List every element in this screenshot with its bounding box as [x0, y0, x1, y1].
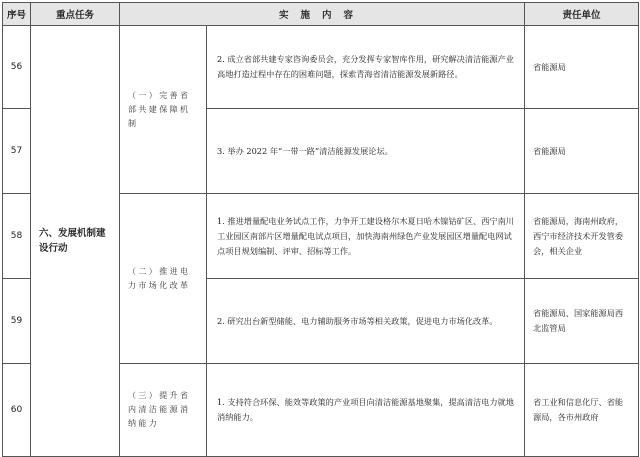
unit-cell: 省能源局、国家能源局西北监管局: [525, 279, 639, 364]
row-number: 59: [3, 279, 31, 364]
unit-cell: 省能源局: [525, 109, 639, 194]
row-number: 58: [3, 194, 31, 279]
content-cell: 3. 举办 2022 年“一带一路”清洁能源发展论坛。: [207, 109, 525, 194]
content-cell: 1. 支持符合环保、能效等政策的产业项目向清洁能源基地聚集，提高清洁电力就地消纳能力。: [207, 364, 525, 457]
main-task-cell: 六、发展机制建设行动: [31, 26, 120, 457]
table-header-row: [3, 3, 639, 26]
sub-task-cell: （三）提升省内清洁能源消纳能力: [120, 364, 207, 457]
unit-cell: 省能源局，海南州政府，西宁市经济技术开发管委会，相关企业: [525, 194, 639, 279]
content-cell: 1. 推进增量配电业务试点工作，力争开工建设格尔木夏日哈木镍钴矿区、西宁南川工业园区南部片区增量配电试点项目，加快海南州绿色产业发展园区增量配电网试点项目规划编制、评审、招标等工作。: [207, 194, 525, 279]
table-row: [3, 26, 639, 109]
unit-cell: 省能源局: [525, 26, 639, 109]
row-number: 56: [3, 26, 31, 109]
unit-cell: 省工业和信息化厅、省能源局，各市州政府: [525, 364, 639, 457]
header-unit: 责任单位: [525, 3, 639, 26]
row-number: 57: [3, 109, 31, 194]
sub-task-cell: （一）完善省部共建保障机制: [120, 26, 207, 194]
row-number: 60: [3, 364, 31, 457]
header-content: 实施内容: [120, 3, 525, 26]
header-task: 重点任务: [31, 3, 120, 26]
header-seq: 序号: [3, 3, 31, 26]
task-table: [2, 2, 639, 457]
content-cell: 2. 研究出台新型储能、电力辅助服务市场等相关政策，促进电力市场化改革。: [207, 279, 525, 364]
sub-task-cell: （二）推进电力市场化改革: [120, 194, 207, 364]
content-cell: 2. 成立省部共建专家咨询委员会，充分发挥专家智库作用，研究解决清洁能源产业高地打造过程中存在的困难问题，探索青海省清洁能源发展新路径。: [207, 26, 525, 109]
